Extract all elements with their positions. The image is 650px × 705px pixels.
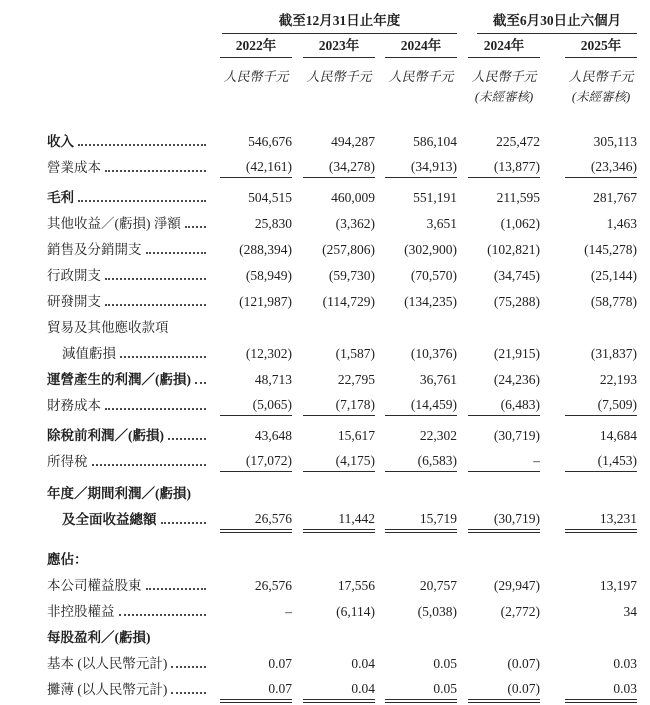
row-label: 年度／期間利潤／(虧損): [47, 486, 191, 501]
unit-label: 人民幣千元: [388, 69, 454, 84]
table-row: [47, 472, 637, 504]
cell-value: 48,713: [254, 372, 292, 387]
cell-value: 0.07: [268, 656, 292, 671]
cell-value: 460,009: [331, 190, 375, 205]
cell-value: (24,236): [493, 372, 540, 387]
cell-value: 3,651: [426, 216, 457, 231]
cell-value: (75,288): [493, 294, 540, 309]
dot-leader: [105, 303, 206, 306]
dot-leader: [185, 225, 206, 228]
cell-value: 34: [623, 604, 637, 619]
cell-value: 13,197: [599, 578, 637, 593]
row-label: 運營產生的利潤／(虧損): [47, 372, 191, 387]
interim-period-header: 截至6月30日止六個月: [477, 9, 637, 34]
cell-value: 494,287: [331, 134, 375, 149]
dot-leader: [78, 199, 206, 202]
row-label: 攤薄 (以人民幣元計): [47, 682, 168, 697]
cell-value: (31,837): [590, 346, 637, 361]
row-label: 非控股權益: [47, 604, 115, 619]
cell-value: 36,761: [419, 372, 457, 387]
table-row: [47, 152, 637, 178]
cell-value: 26,576: [254, 578, 292, 593]
cell-value: –: [468, 453, 540, 472]
table-row: [47, 312, 637, 338]
cell-value: 17,556: [337, 578, 375, 593]
year-header-2023: 2023年: [303, 34, 375, 58]
table-row: [47, 530, 637, 570]
cell-value: 586,104: [413, 134, 457, 149]
table-header: [47, 8, 637, 106]
cell-value: (5,038): [417, 604, 457, 619]
row-label: 本公司權益股東: [47, 578, 142, 593]
table-row: [47, 648, 637, 674]
cell-value: 225,472: [496, 134, 540, 149]
cell-value: (2,772): [500, 604, 540, 619]
table-row: [47, 178, 637, 208]
unit-label: 人民幣千元: [223, 69, 289, 84]
cell-value: 26,576: [220, 511, 292, 530]
cell-value: 0.03: [565, 681, 637, 700]
table-row: [47, 596, 637, 622]
cell-value: (102,821): [487, 242, 540, 257]
cell-value: (30,719): [493, 428, 540, 443]
cell-value: (58,949): [245, 268, 292, 283]
cell-value: 43,648: [254, 428, 292, 443]
cell-value: 15,617: [337, 428, 375, 443]
dot-leader: [78, 143, 206, 146]
dot-leader: [146, 251, 207, 254]
dot-leader: [161, 521, 207, 524]
table-row: [47, 338, 637, 364]
cell-value: 15,719: [385, 511, 457, 530]
table-row: [47, 286, 637, 312]
dot-leader: [119, 613, 207, 616]
cell-value: 211,595: [496, 190, 540, 205]
year-header-interim-2025: 2025年: [565, 34, 637, 58]
table-row: [47, 416, 637, 446]
cell-value: (288,394): [239, 242, 292, 257]
unaudited-label: (未經審核): [474, 90, 534, 104]
row-label: 營業成本: [47, 160, 101, 175]
year-header-interim-2024: 2024年: [468, 34, 540, 58]
cell-value: (59,730): [328, 268, 375, 283]
dot-leader: [105, 169, 206, 172]
cell-value: (29,947): [493, 578, 540, 593]
cell-value: (7,178): [303, 397, 375, 416]
dot-leader: [195, 381, 206, 384]
unaudited-label: (未經審核): [571, 90, 631, 104]
row-label: 及全面收益總額: [62, 512, 157, 527]
cell-value: (14,459): [385, 397, 457, 416]
cell-value: 504,515: [248, 190, 292, 205]
cell-value: (21,915): [493, 346, 540, 361]
cell-value: (34,745): [493, 268, 540, 283]
cell-value: (30,719): [468, 511, 540, 530]
cell-value: (70,570): [410, 268, 457, 283]
row-label: 行政開支: [47, 268, 101, 283]
table-row: [47, 234, 637, 260]
row-label: 財務成本: [47, 398, 101, 413]
row-label: 應佔：: [47, 552, 88, 567]
row-label: 基本 (以人民幣元計): [47, 656, 168, 671]
cell-value: (6,483): [468, 397, 540, 416]
cell-value: 305,113: [593, 134, 637, 149]
table-row: [47, 674, 637, 700]
cell-value: 20,757: [419, 578, 457, 593]
cell-value: (257,806): [322, 242, 375, 257]
year-header-2022: 2022年: [220, 34, 292, 58]
unit-label: 人民幣千元: [568, 69, 634, 84]
unit-label: 人民幣千元: [306, 69, 372, 84]
cell-value: 0.04: [303, 681, 375, 700]
cell-value: (12,302): [245, 346, 292, 361]
cell-value: 0.03: [613, 656, 637, 671]
cell-value: (114,729): [322, 294, 375, 309]
dot-leader: [146, 587, 207, 590]
row-label: 減值虧損: [62, 346, 116, 361]
cell-value: (1,453): [565, 453, 637, 472]
cell-value: 0.07: [220, 681, 292, 700]
table-row: [47, 364, 637, 390]
row-label: 貿易及其他應收款項: [47, 320, 169, 335]
currency-unit-row: [47, 58, 637, 85]
dot-leader: [171, 691, 206, 694]
dot-leader: [105, 277, 206, 280]
cell-value: –: [285, 604, 292, 619]
year-header-row: [47, 34, 637, 58]
dot-leader: [105, 407, 206, 410]
table-row: [47, 504, 637, 530]
dot-leader: [120, 355, 206, 358]
row-label: 每股盈利／(虧損): [47, 630, 151, 645]
cell-value: (121,987): [239, 294, 292, 309]
cell-value: 0.05: [385, 681, 457, 700]
table-row: [47, 390, 637, 416]
cell-value: 1,463: [606, 216, 637, 231]
cell-value: 0.04: [351, 656, 375, 671]
cell-value: (42,161): [220, 159, 292, 178]
cell-value: 546,676: [248, 134, 292, 149]
cell-value: (4,175): [303, 453, 375, 472]
period-group-row: [47, 8, 637, 34]
row-label: 收入: [47, 134, 74, 149]
dot-leader: [168, 437, 206, 440]
table-row: [47, 208, 637, 234]
cell-value: 25,830: [254, 216, 292, 231]
row-label: 毛利: [47, 190, 74, 205]
cell-value: 0.05: [433, 656, 457, 671]
table-row: [47, 446, 637, 472]
cell-value: (10,376): [410, 346, 457, 361]
cell-value: (34,913): [385, 159, 457, 178]
cell-value: (145,278): [584, 242, 637, 257]
cell-value: (58,778): [590, 294, 637, 309]
cell-value: (6,114): [336, 604, 375, 619]
cell-value: 22,795: [337, 372, 375, 387]
cell-value: (17,072): [220, 453, 292, 472]
cell-value: 13,231: [565, 511, 637, 530]
cell-value: 22,302: [419, 428, 457, 443]
cell-value: 551,191: [413, 190, 457, 205]
cell-value: 281,767: [593, 190, 637, 205]
cell-value: (134,235): [404, 294, 457, 309]
income-statement-table: [47, 8, 637, 700]
cell-value: (34,278): [303, 159, 375, 178]
cell-value: (25,144): [590, 268, 637, 283]
row-label: 所得稅: [47, 454, 88, 469]
table-row: [47, 570, 637, 596]
cell-value: 11,442: [303, 511, 375, 530]
cell-value: (7,509): [565, 397, 637, 416]
dot-leader: [92, 463, 207, 466]
cell-value: (0.07): [468, 681, 540, 700]
table-body: [47, 106, 637, 700]
table-row: [47, 260, 637, 286]
row-label: 研發開支: [47, 294, 101, 309]
cell-value: (1,587): [335, 346, 375, 361]
row-label: 其他收益／(虧損) 淨額: [47, 216, 181, 231]
cell-value: (0.07): [507, 656, 540, 671]
cell-value: (5,065): [220, 397, 292, 416]
row-label: 除稅前利潤／(虧損): [47, 428, 164, 443]
dot-leader: [171, 665, 206, 668]
cell-value: (23,346): [565, 159, 637, 178]
unaudited-note-row: [47, 85, 637, 106]
table-row: [47, 106, 637, 152]
table-row: [47, 622, 637, 648]
cell-value: (3,362): [335, 216, 375, 231]
cell-value: (13,877): [468, 159, 540, 178]
row-label: 銷售及分銷開支: [47, 242, 142, 257]
cell-value: (1,062): [500, 216, 540, 231]
cell-value: 22,193: [599, 372, 637, 387]
cell-value: 14,684: [599, 428, 637, 443]
cell-value: (6,583): [385, 453, 457, 472]
annual-period-header: 截至12月31日止年度: [222, 9, 457, 34]
unit-label: 人民幣千元: [471, 69, 537, 84]
cell-value: (302,900): [404, 242, 457, 257]
year-header-2024: 2024年: [385, 34, 457, 58]
